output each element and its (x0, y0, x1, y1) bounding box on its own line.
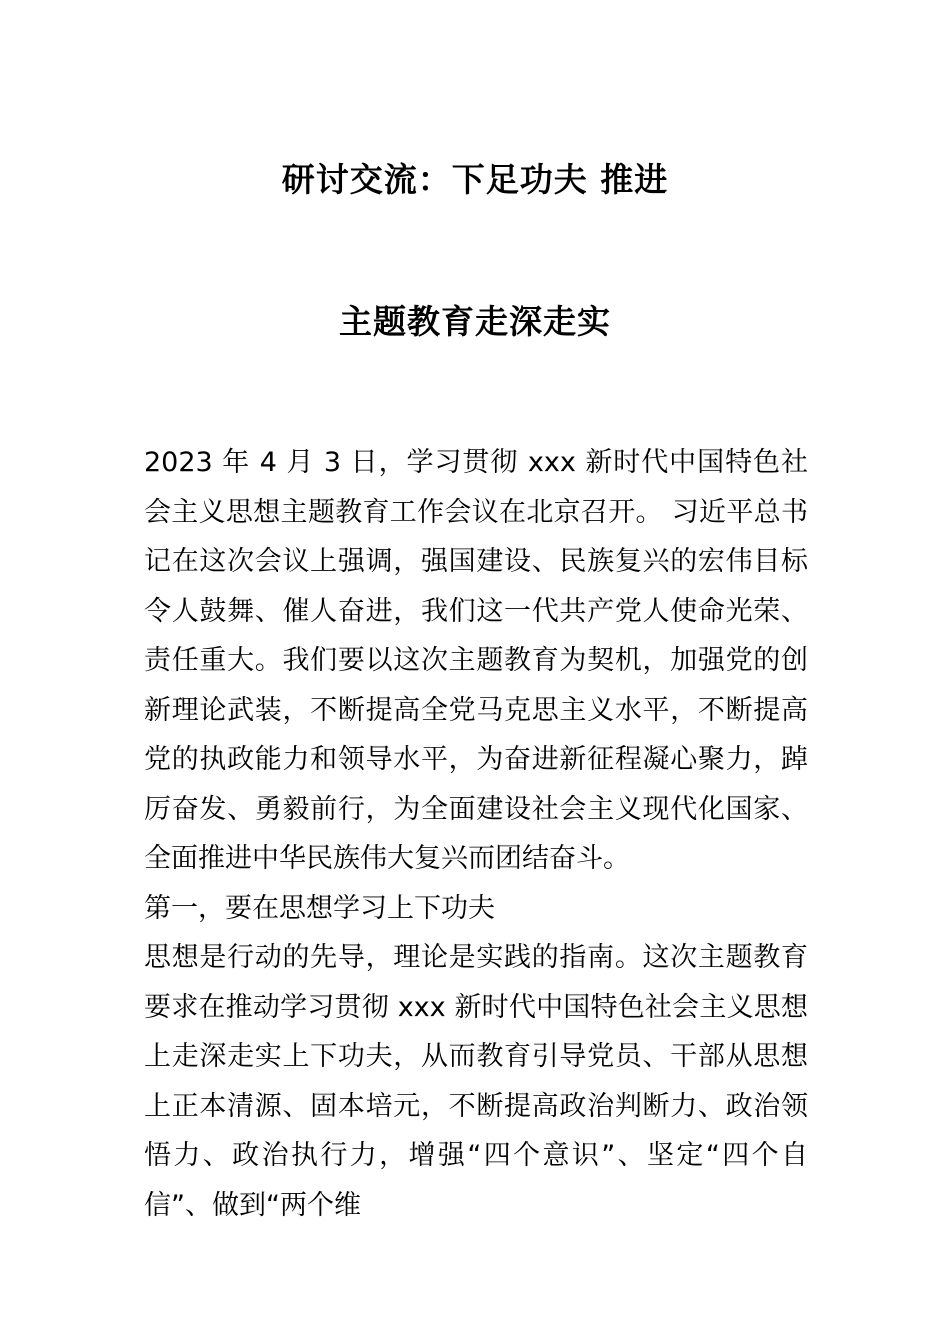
document-title-line-1: 研讨交流：下足功夫 推进 (281, 160, 669, 199)
paragraph-heading-first: 第一，要在思想学习上下功夫 (144, 892, 495, 924)
paragraph-intro: 2023 年 4 月 3 日，学习贯彻 xxx 新时代中国特色社会主义思想主题教育工作会议在北京召开。 习近平总书记在这次会议上强调，强国建设、民族复兴的宏伟目标令人鼓舞、催人奋进，我们这一代共产党人使命光荣、责任重大。我们要以这次主题教育为契机，加强党的创新理论武装，不断提高全党马克思主义水平，不断提高党的执政能力和领导水平，为奋进新征程凝心聚力，踔厉奋发、勇毅前行，为全面建设社会主义现代化国家、全面推进中华民族伟大复兴而团结奋斗。 (144, 447, 808, 874)
document-title-line-2: 主题教育走深走实 (339, 302, 611, 341)
document-body (144, 438, 808, 1230)
paragraph-thought-study: 思想是行动的先导，理论是实践的指南。这次主题教育要求在推动学习贯彻 xxx 新时代中国特色社会主义思想上走深走实上下功夫，从而教育引导党员、干部从思想上正本清源、固本培元，不断提高政治判断力、政治领悟力、政治执行力，增强“四个意识”、坚定“四个自信”、做到“两个维 (144, 942, 808, 1221)
